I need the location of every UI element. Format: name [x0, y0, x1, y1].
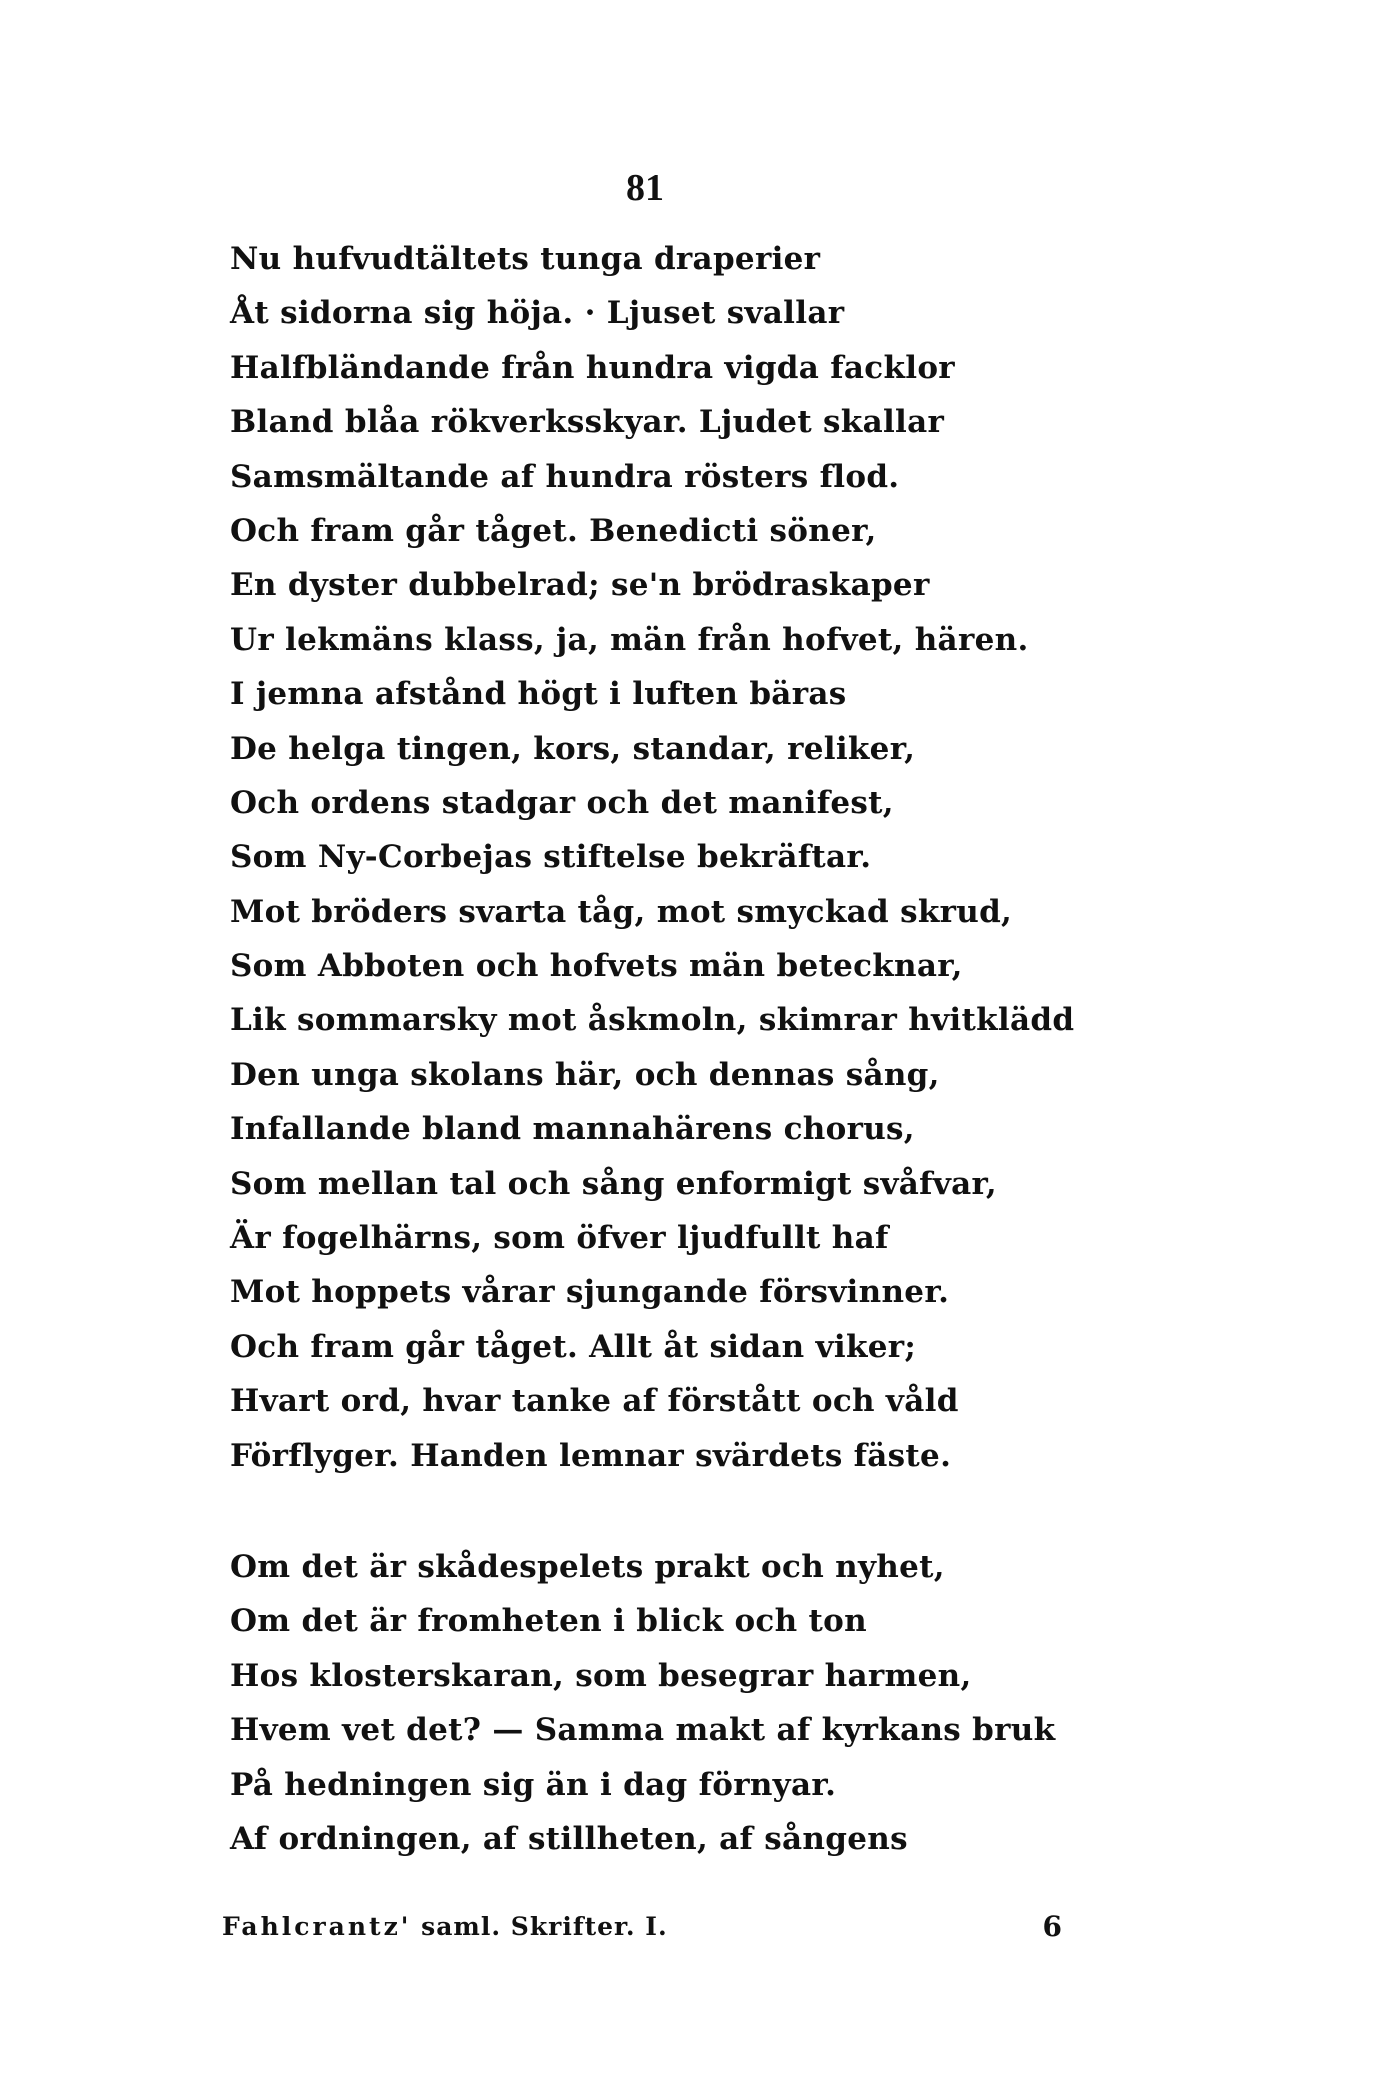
verse-line: Och fram går tåget. Benedicti söner, — [230, 512, 877, 549]
verse-line: Som Ny-Corbejas stiftelse bekräftar. — [230, 839, 872, 876]
verse-line: Infallande bland mannahärens chorus, — [230, 1111, 915, 1148]
verse-line: Bland blåa rökverksskyar. Ljudet skallar — [230, 404, 945, 441]
verse-line: I jemna afstånd högt i luften bäras — [230, 676, 847, 713]
verse-line: Den unga skolans här, och dennas sång, — [230, 1056, 940, 1093]
verse-line: Hos klosterskaran, som besegrar harmen, — [230, 1657, 972, 1694]
verse-line: Och fram går tåget. Allt åt sidan viker; — [230, 1328, 917, 1365]
verse-line: Hvem vet det? — Samma makt af kyrkans bruk — [230, 1712, 1056, 1749]
footer-author: Fahlcrantz' — [222, 1912, 412, 1941]
stanza-2 — [230, 1540, 1055, 1866]
verse-line: Lik sommarsky mot åskmoln, skimrar hvitklädd — [230, 1002, 1075, 1039]
verse-line: Halfbländande från hundra vigda facklor — [230, 349, 955, 386]
verse-line: Och ordens stadgar och det manifest, — [230, 784, 894, 821]
stanza-1 — [230, 232, 1074, 1483]
verse-line: Mot bröders svarta tåg, mot smyckad skrud, — [230, 893, 1013, 930]
page-number: 81 — [626, 167, 664, 209]
verse-line: Åt sidorna sig höja. · Ljuset svallar — [230, 295, 845, 332]
footer-work-title: saml. Skrifter. I. — [421, 1912, 668, 1941]
verse-line: Af ordningen, af stillheten, af sångens — [230, 1820, 908, 1857]
verse-line: Samsmältande af hundra rösters flod. — [230, 458, 900, 495]
verse-line: Förflyger. Handen lemnar svärdets fäste. — [230, 1437, 952, 1474]
verse-line: På hedningen sig än i dag förnyar. — [230, 1766, 837, 1803]
sheet-signature: 6 — [1042, 1910, 1062, 1943]
verse-line: Om det är fromheten i blick och ton — [230, 1603, 867, 1640]
verse-line: Nu hufvudtältets tunga draperier — [230, 241, 821, 277]
page-footer — [222, 1905, 1062, 1949]
verse-line: De helga tingen, kors, standar, reliker, — [230, 730, 916, 767]
verse-line: Mot hoppets vårar sjungande försvinner. — [230, 1274, 950, 1311]
verse-line: Är fogelhärns, som öfver ljudfullt haf — [230, 1220, 889, 1257]
verse-line: En dyster dubbelrad; se'n brödraskaper — [230, 567, 930, 604]
verse-line: Som mellan tal och sång enformigt svåfvar, — [230, 1165, 997, 1202]
verse-line: Ur lekmäns klass, ja, män från hofvet, hären. — [230, 621, 1029, 658]
verse-line: Om det är skådespelets prakt och nyhet, — [230, 1549, 945, 1585]
footer-signature — [222, 1905, 668, 1949]
verse-line: Hvart ord, hvar tanke af förstått och våld — [230, 1383, 959, 1420]
verse-line: Som Abboten och hofvets män betecknar, — [230, 948, 963, 985]
